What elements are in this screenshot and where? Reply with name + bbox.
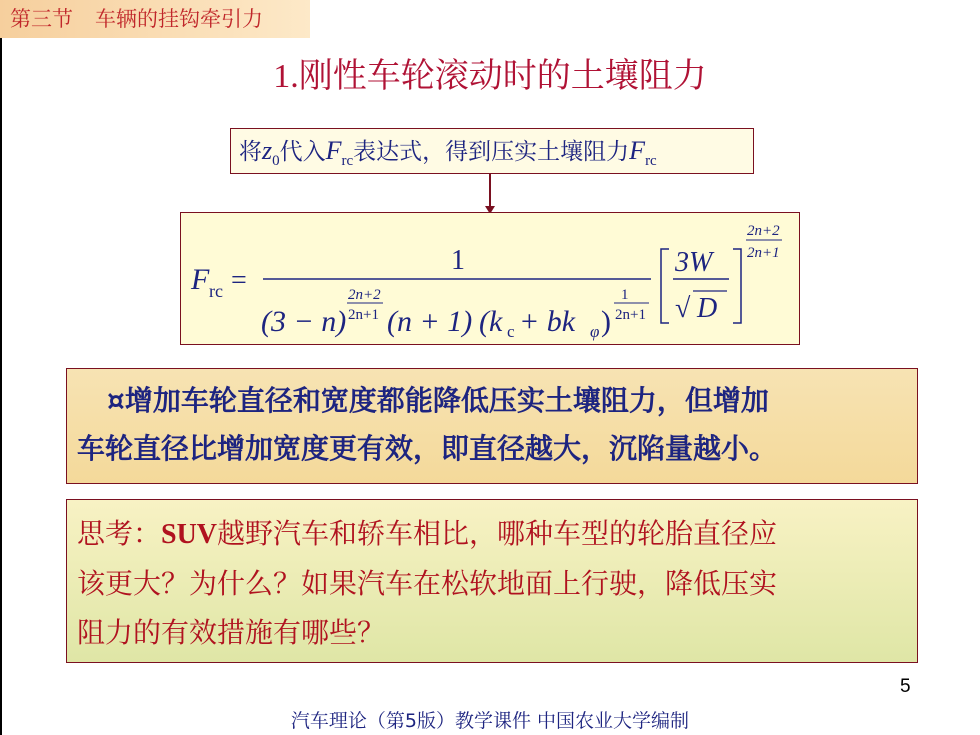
think-question-box xyxy=(66,499,918,663)
formula-den-k: (k xyxy=(479,305,503,338)
think-suv: SUV xyxy=(161,519,218,550)
formula-left-bracket xyxy=(661,249,669,323)
formula-caption-box xyxy=(230,128,754,174)
think-line-1-rest: 越野汽车和轿车相比，哪种车型的轮胎直径应 xyxy=(217,517,778,550)
section-number: 第三节 xyxy=(10,7,73,31)
formula-exp3-den: 2n+1 xyxy=(747,245,780,261)
formula-svg xyxy=(181,213,801,346)
slide-title-number: 1. xyxy=(273,58,299,95)
slide-title-text: 刚性车轮滚动时的土壤阻力 xyxy=(298,56,707,96)
conclusion-text-1: 增加车轮直径和宽度都能降低压实土壤阻力，但增加 xyxy=(124,384,769,417)
formula-exp2-den: 2n+1 xyxy=(615,307,646,323)
caption-post: 表达式，得到压实土壤阻力 xyxy=(353,139,630,165)
page-number: 5 xyxy=(900,676,911,697)
formula-den-3n: (3 − n) xyxy=(261,305,347,338)
think-line-3: 阻力的有效措施有哪些？ xyxy=(77,616,386,649)
footer-text: 汽车理论（第5版）教学课件 中国农业大学编制 xyxy=(290,710,690,732)
caption-f-sub: rc xyxy=(341,153,354,169)
formula-den-k2-sub: φ xyxy=(590,322,600,341)
think-prefix: 思考： xyxy=(77,517,162,550)
caption-f-var: F xyxy=(325,136,342,165)
formula-den-n1: (n + 1) xyxy=(387,305,473,338)
think-line-2: 该更大？为什么？如果汽车在松软地面上行驶，降低压实 xyxy=(77,567,778,600)
formula-equals: = xyxy=(231,265,247,296)
bullet-icon: ¤ xyxy=(107,384,125,417)
formula-exp2-num: 1 xyxy=(621,287,629,303)
formula-right-bracket xyxy=(733,249,741,323)
conclusion-box xyxy=(66,368,918,484)
caption-f2-sub: rc xyxy=(645,153,657,169)
formula-den-plus-bk: + bk xyxy=(519,305,576,338)
formula-den-close: ) xyxy=(601,305,611,338)
formula-rhs-d: D xyxy=(697,293,718,324)
arrow-line xyxy=(489,174,491,208)
formula-exp1-num: 2n+2 xyxy=(348,287,381,303)
formula-den-k-sub: c xyxy=(507,322,515,341)
formula-rhs-root-icon: √ xyxy=(675,293,691,324)
caption-f2-var: F xyxy=(629,136,646,165)
formula-lhs: F xyxy=(191,263,210,296)
caption-mid: 代入 xyxy=(279,139,326,165)
left-border-line xyxy=(0,0,2,735)
caption-pre: 将 xyxy=(239,139,262,165)
formula-exp3-num: 2n+2 xyxy=(747,223,780,239)
formula-lhs-sub: rc xyxy=(209,281,223,301)
formula-box xyxy=(180,212,800,345)
formula-rhs-num: 3W xyxy=(675,247,713,278)
think-line-1 xyxy=(77,509,907,559)
section-name: 车辆的挂钩牵引力 xyxy=(95,7,263,31)
slide-title xyxy=(0,52,980,101)
section-tab xyxy=(0,0,310,38)
conclusion-line-1 xyxy=(77,377,907,425)
caption-z-sub: 0 xyxy=(272,153,280,169)
conclusion-line-2: 车轮直径比增加宽度更有效，即直径越大，沉陷量越小。 xyxy=(77,432,778,465)
caption-z-var: z xyxy=(262,136,273,165)
formula-exp1-den: 2n+1 xyxy=(348,307,379,323)
formula-numerator: 1 xyxy=(451,245,465,276)
